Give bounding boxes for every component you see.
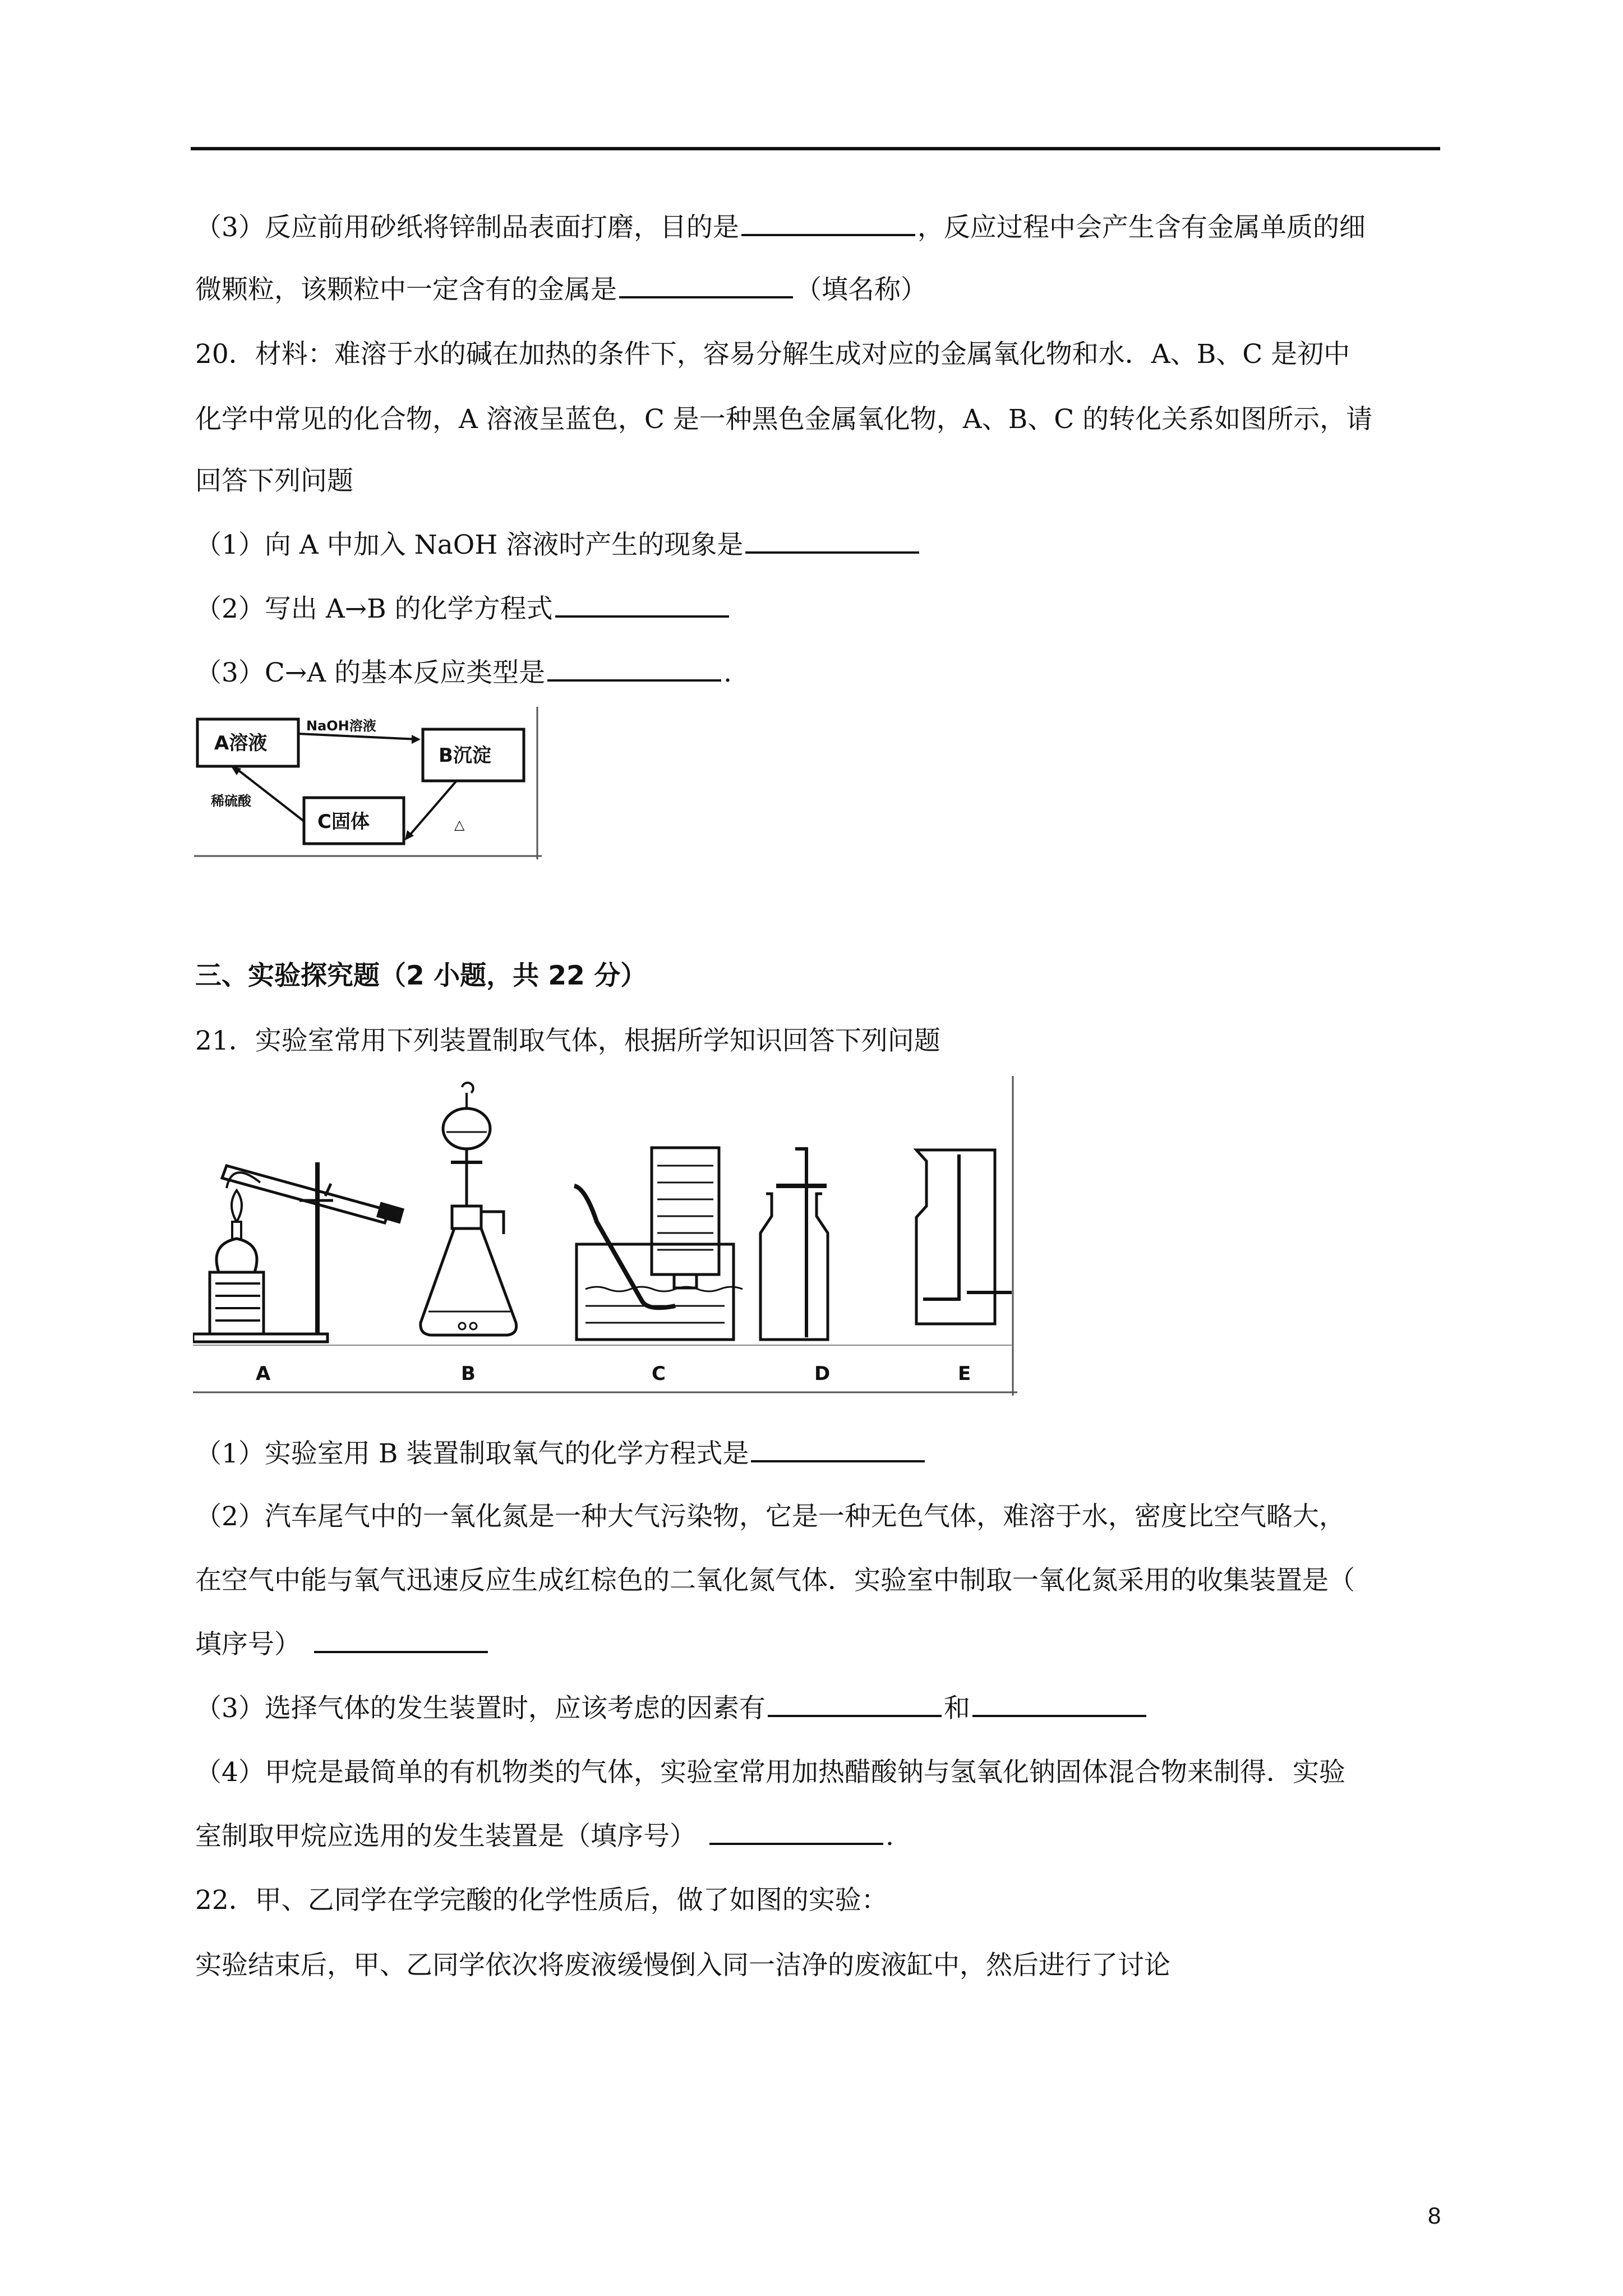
header-rule — [191, 147, 1440, 150]
answer-blank[interactable] — [741, 211, 915, 236]
answer-blank[interactable] — [745, 529, 919, 554]
answer-blank[interactable] — [555, 593, 729, 618]
label-e: E — [958, 1363, 971, 1385]
q20-stem-line2: 化学中常见的化合物，A 溶液呈蓝色，C 是一种黑色金属氧化物，A、B、C 的转化关系如图所示，请 — [195, 404, 1373, 435]
arrow-a-to-b-label: NaOH溶液 — [306, 718, 376, 734]
q21-part4-line1: （4）甲烷是最简单的有机物类的气体，实验室常用加热醋酸钠与氢氧化钠固体混合物来制得．实验 — [195, 1757, 1345, 1788]
q22-text: 实验结束后，甲、乙同学依次将废液缓慢倒入同一洁净的废液缸中，然后进行了讨论 — [195, 1950, 1170, 1981]
answer-blank[interactable] — [314, 1628, 488, 1653]
q21-part3-and: 和 — [943, 1693, 970, 1724]
q20-part3 — [195, 655, 1446, 691]
apparatus-figure — [193, 1076, 1017, 1396]
q21-stem: 21．实验室常用下列装置制取气体，根据所学知识回答下列问题 — [195, 1025, 940, 1056]
label-c: C — [652, 1363, 666, 1385]
q21-part2-hint: 填序号） — [195, 1629, 301, 1660]
period: . — [886, 1821, 894, 1852]
q19-part3-line2 — [195, 272, 1446, 308]
q20-stem-line3: 回答下列问题 — [195, 466, 353, 496]
q21-part1-text: （1）实验室用 B 装置制取氧气的化学方程式是 — [195, 1438, 749, 1469]
q21-part2-line3 — [195, 1627, 1446, 1663]
label-b: B — [461, 1363, 476, 1385]
q20-part1 — [195, 527, 1446, 563]
answer-blank[interactable] — [768, 1692, 942, 1717]
page-number: 8 — [1428, 2202, 1441, 2229]
answer-blank[interactable] — [547, 657, 721, 682]
answer-blank[interactable] — [751, 1438, 925, 1462]
section-heading: 三、实验探究题（2 小题，共 22 分） — [195, 960, 647, 991]
q19-part3-text-2: 微颗粒，该颗粒中一定含有的金属是 — [195, 274, 617, 305]
q21-part2-line2: 在空气中能与氧气迅速反应生成红棕色的二氧化氮气体．实验室中制取一氧化氮采用的收集装置是（ — [195, 1565, 1355, 1596]
q21-part4-line2 — [195, 1819, 1446, 1855]
q21-part3 — [195, 1691, 1446, 1727]
q21-part4-text: 室制取甲烷应选用的发生装置是（填序号） — [195, 1821, 696, 1852]
answer-blank[interactable] — [619, 274, 793, 298]
q20-part2-text: （2）写出 A→B 的化学方程式 — [195, 593, 553, 624]
q19-part3-line1 — [195, 210, 1446, 246]
q20-part3-text: （3）C→A 的基本反应类型是 — [195, 657, 546, 688]
q19-part3-hint: （填名称） — [795, 274, 927, 305]
q22-stem: 22．甲、乙同学在学完酸的化学性质后，做了如图的实验： — [195, 1885, 888, 1916]
q21-part3-text: （3）选择气体的发生装置时，应该考虑的因素有 — [195, 1693, 766, 1724]
period: . — [723, 657, 732, 688]
q19-part3-text-cont: ，反应过程中会产生含有金属单质的细 — [917, 212, 1366, 243]
q19-part3-text: （3）反应前用砂纸将锌制品表面打磨，目的是 — [195, 212, 739, 243]
arrow-c-to-a-label: 稀硫酸 — [211, 793, 251, 809]
conversion-diagram — [194, 707, 542, 859]
box-a-label: A溶液 — [214, 732, 268, 754]
box-b-label: B沉淀 — [439, 744, 491, 767]
box-c-label: C固体 — [317, 811, 370, 833]
label-d: D — [814, 1363, 831, 1385]
q20-stem-line1: 20．材料：难溶于水的碱在加热的条件下，容易分解生成对应的金属氧化物和水．A、B、C 是初中 — [195, 339, 1350, 370]
label-a: A — [256, 1363, 271, 1385]
arrow-b-to-c-label: △ — [454, 817, 465, 832]
answer-blank[interactable] — [972, 1692, 1146, 1717]
q21-part2-line1: （2）汽车尾气中的一氧化氮是一种大气污染物，它是一种无色气体，难溶于水，密度比空气略大， — [195, 1501, 1345, 1532]
q20-part2 — [195, 591, 1446, 627]
q21-part1 — [195, 1436, 1446, 1472]
q20-part1-text: （1）向 A 中加入 NaOH 溶液时产生的现象是 — [195, 530, 744, 560]
answer-blank[interactable] — [709, 1820, 883, 1845]
